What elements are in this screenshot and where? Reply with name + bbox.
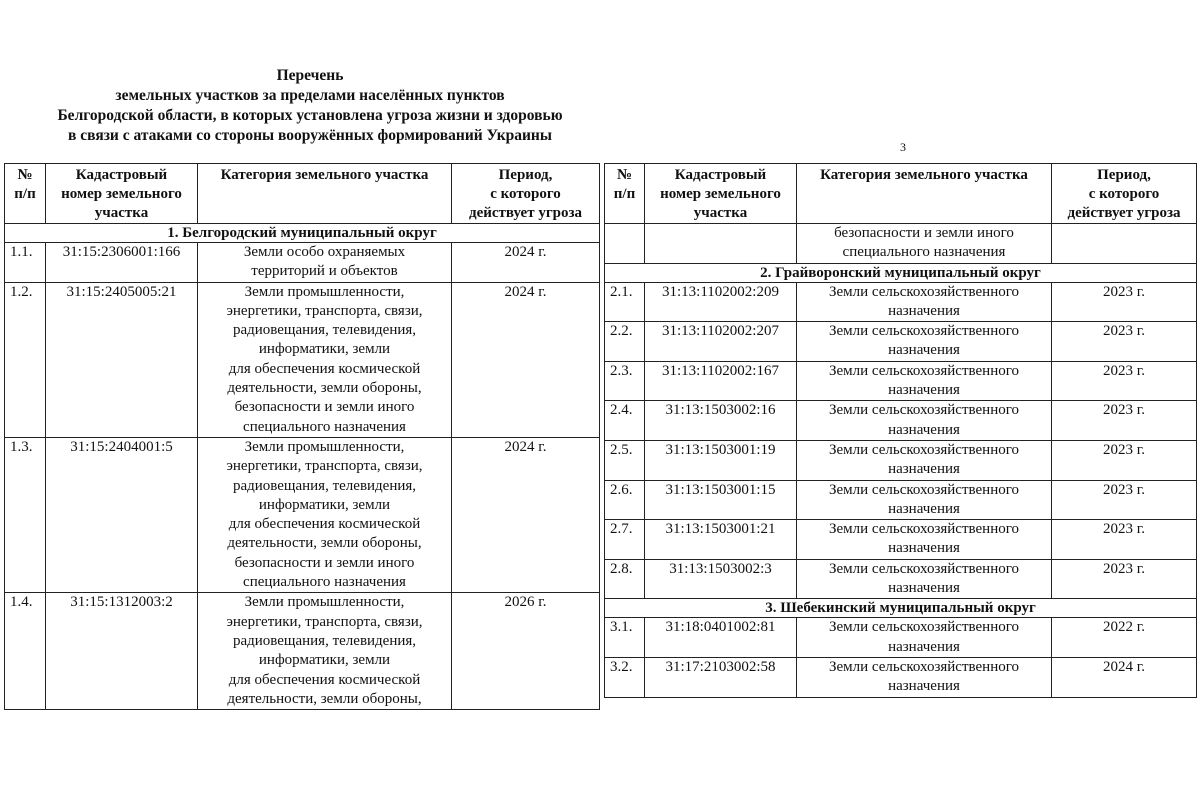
cell-text-line: участка bbox=[693, 205, 748, 221]
threat-period: 2023 г. bbox=[1052, 361, 1197, 401]
cell-text-line: радиовещания, телевидения, bbox=[232, 477, 417, 494]
land-category bbox=[797, 559, 1052, 599]
cell-text-line: Земли сельскохозяйственного bbox=[828, 402, 1020, 419]
cadastral-number: 31:17:2103002:58 bbox=[645, 657, 797, 697]
row-number bbox=[605, 224, 645, 264]
cadastral-number bbox=[645, 224, 797, 264]
cell-text-line: назначения bbox=[888, 500, 960, 517]
title-line: в связи с атаками со стороны вооружённых формирований Украины bbox=[68, 127, 552, 144]
cell-text-line: участка bbox=[94, 205, 149, 221]
cell-text-line: специального назначения bbox=[243, 574, 406, 591]
table-row bbox=[605, 361, 1197, 401]
cadastral-number: 31:13:1503002:3 bbox=[645, 559, 797, 599]
cell-text-line: Земли сельскохозяйственного bbox=[828, 283, 1020, 300]
row-number: 3.2. bbox=[605, 657, 645, 697]
left-land-plots-table bbox=[4, 163, 600, 710]
cell-text-line: радиовещания, телевидения, bbox=[232, 322, 417, 339]
threat-period: 2023 г. bbox=[1052, 480, 1197, 520]
threat-period: 2024 г. bbox=[452, 437, 600, 592]
table-row bbox=[605, 282, 1197, 322]
row-number: 2.4. bbox=[605, 401, 645, 441]
page-number: 3 bbox=[900, 140, 906, 154]
cell-text-line: безопасности и земли иного bbox=[234, 399, 415, 416]
cell-text-line: номер земельного bbox=[61, 186, 182, 202]
section-title: 2. Грайворонский муниципальный округ bbox=[605, 263, 1197, 282]
title-line: земельных участков за пределами населённых пунктов bbox=[115, 87, 505, 104]
table-body bbox=[605, 224, 1197, 698]
threat-period: 2024 г. bbox=[452, 282, 600, 437]
cadastral-number: 31:13:1503002:16 bbox=[645, 401, 797, 441]
cell-text-line: действует угроза bbox=[1067, 205, 1181, 221]
cell-text-line: деятельности, земли обороны, bbox=[227, 690, 422, 707]
cell-text-line: Категория земельного участка bbox=[220, 167, 429, 183]
cell-text-line: назначения bbox=[888, 638, 960, 655]
cell-text-line: Земли сельскохозяйственного bbox=[828, 521, 1020, 538]
table-header bbox=[605, 164, 1197, 224]
header-row bbox=[605, 164, 1197, 224]
title-line: Белгородской области, в которых установлена угроза жизни и здоровью bbox=[57, 107, 563, 124]
cell-text-line: для обеспечения космической bbox=[228, 671, 421, 688]
table-row bbox=[5, 282, 600, 437]
cell-text-line: информатики, земли bbox=[258, 341, 391, 358]
table-row bbox=[605, 401, 1197, 441]
cell-text-line: Земли сельскохозяйственного bbox=[828, 323, 1020, 340]
threat-period: 2023 г. bbox=[1052, 401, 1197, 441]
cell-text-line: назначения bbox=[888, 342, 960, 359]
cell-text-line: действует угроза bbox=[469, 205, 582, 221]
row-number: 1.2. bbox=[5, 282, 46, 437]
cadastral-number: 31:13:1503001:19 bbox=[645, 440, 797, 480]
cell-text-line: Категория земельного участка bbox=[820, 167, 1028, 183]
table-row bbox=[605, 322, 1197, 362]
section-row bbox=[605, 599, 1197, 618]
row-number: 2.3. bbox=[605, 361, 645, 401]
cell-text-line: номер земельного bbox=[660, 186, 781, 202]
table-header bbox=[5, 164, 600, 224]
cell-text-line: информатики, земли bbox=[258, 652, 391, 669]
title-line: Перечень bbox=[276, 67, 344, 84]
threat-period: 2023 г. bbox=[1052, 322, 1197, 362]
cadastral-number: 31:13:1102002:209 bbox=[645, 282, 797, 322]
cell-text-line: Земли промышленности, bbox=[244, 594, 405, 611]
cell-text-line: деятельности, земли обороны, bbox=[227, 380, 422, 397]
cell-text-line: Земли сельскохозяйственного bbox=[828, 560, 1020, 577]
threat-period: 2023 г. bbox=[1052, 520, 1197, 560]
land-category bbox=[797, 322, 1052, 362]
cell-text-line: назначения bbox=[888, 540, 960, 557]
cell-text-line: № bbox=[17, 167, 33, 183]
threat-period bbox=[1052, 224, 1197, 264]
cell-text-line: энергетики, транспорта, связи, bbox=[226, 302, 423, 319]
table-row bbox=[605, 480, 1197, 520]
cadastral-number: 31:15:2306001:166 bbox=[46, 243, 198, 283]
table-row bbox=[5, 593, 600, 710]
threat-period: 2024 г. bbox=[452, 243, 600, 283]
table-row bbox=[605, 657, 1197, 697]
cell-text-line: специального назначения bbox=[842, 244, 1006, 261]
threat-period: 2022 г. bbox=[1052, 618, 1197, 658]
threat-period: 2024 г. bbox=[1052, 657, 1197, 697]
land-category bbox=[797, 520, 1052, 560]
cell-text-line: назначения bbox=[888, 678, 960, 695]
cell-text-line: Земли сельскохозяйственного bbox=[828, 481, 1020, 498]
cell-text-line: п/п bbox=[613, 186, 636, 202]
section-row bbox=[5, 224, 600, 243]
table-row bbox=[605, 224, 1197, 264]
land-category bbox=[797, 224, 1052, 264]
cell-text-line: Земли сельскохозяйственного bbox=[828, 658, 1020, 675]
table-row bbox=[5, 437, 600, 592]
row-number: 2.1. bbox=[605, 282, 645, 322]
header-period bbox=[452, 164, 600, 224]
threat-period: 2023 г. bbox=[1052, 282, 1197, 322]
cell-text-line: Земли сельскохозяйственного bbox=[828, 619, 1020, 636]
table-row bbox=[605, 618, 1197, 658]
section-row bbox=[605, 263, 1197, 282]
cadastral-number: 31:13:1503001:21 bbox=[645, 520, 797, 560]
table-row bbox=[605, 559, 1197, 599]
cell-text-line: Земли промышленности, bbox=[244, 438, 405, 455]
land-category bbox=[797, 480, 1052, 520]
cell-text-line: радиовещания, телевидения, bbox=[232, 632, 417, 649]
cell-text-line: безопасности и земли иного bbox=[834, 225, 1014, 241]
cadastral-number: 31:15:2405005:21 bbox=[46, 282, 198, 437]
row-number: 1.4. bbox=[5, 593, 46, 710]
header-cadastral-number bbox=[645, 164, 797, 224]
table-row bbox=[605, 520, 1197, 560]
header-number bbox=[605, 164, 645, 224]
cell-text-line: территорий и объектов bbox=[251, 263, 398, 280]
cell-text-line: п/п bbox=[14, 186, 36, 202]
threat-period: 2026 г. bbox=[452, 593, 600, 710]
land-category bbox=[797, 401, 1052, 441]
right-land-plots-table bbox=[604, 163, 1197, 698]
cadastral-number: 31:13:1102002:167 bbox=[645, 361, 797, 401]
cell-text-line: для обеспечения космической bbox=[228, 360, 421, 377]
cell-text-line: информатики, земли bbox=[258, 496, 391, 513]
row-number: 2.8. bbox=[605, 559, 645, 599]
row-number: 2.6. bbox=[605, 480, 645, 520]
header-number bbox=[5, 164, 46, 224]
cadastral-number: 31:18:0401002:81 bbox=[645, 618, 797, 658]
section-title: 3. Шебекинский муниципальный округ bbox=[605, 599, 1197, 618]
cell-text-line: Период, bbox=[498, 167, 553, 183]
cell-text-line: Земли промышленности, bbox=[244, 283, 405, 300]
row-number: 2.2. bbox=[605, 322, 645, 362]
header-period bbox=[1052, 164, 1197, 224]
cell-text-line: Земли сельскохозяйственного bbox=[828, 441, 1020, 458]
cell-text-line: Земли сельскохозяйственного bbox=[828, 362, 1020, 379]
land-category bbox=[198, 437, 452, 592]
cell-text-line: назначения bbox=[888, 580, 960, 597]
cell-text-line: деятельности, земли обороны, bbox=[227, 535, 422, 552]
header-cadastral-number bbox=[46, 164, 198, 224]
cell-text-line: энергетики, транспорта, связи, bbox=[226, 458, 423, 475]
land-category bbox=[797, 618, 1052, 658]
land-category bbox=[797, 361, 1052, 401]
cadastral-number: 31:13:1102002:207 bbox=[645, 322, 797, 362]
cell-text-line: назначения bbox=[888, 302, 960, 319]
cell-text-line: назначения bbox=[888, 421, 960, 438]
threat-period: 2023 г. bbox=[1052, 440, 1197, 480]
land-category bbox=[797, 282, 1052, 322]
cell-text-line: № bbox=[616, 167, 633, 183]
row-number: 1.3. bbox=[5, 437, 46, 592]
cell-text-line: безопасности и земли иного bbox=[234, 554, 415, 571]
document-title bbox=[10, 66, 610, 146]
land-category bbox=[198, 282, 452, 437]
land-category bbox=[797, 657, 1052, 697]
cell-text-line: Кадастровый bbox=[674, 167, 767, 183]
row-number: 2.7. bbox=[605, 520, 645, 560]
cell-text-line: для обеспечения космической bbox=[228, 516, 421, 533]
cell-text-line: специального назначения bbox=[243, 418, 406, 435]
row-number: 1.1. bbox=[5, 243, 46, 283]
cadastral-number: 31:13:1503001:15 bbox=[645, 480, 797, 520]
header-category bbox=[198, 164, 452, 224]
cell-text-line: Земли особо охраняемых bbox=[243, 244, 406, 260]
cadastral-number: 31:15:2404001:5 bbox=[46, 437, 198, 592]
cell-text-line: Период, bbox=[1097, 167, 1151, 183]
header-category bbox=[797, 164, 1052, 224]
header-row bbox=[5, 164, 600, 224]
land-category bbox=[198, 593, 452, 710]
table-body bbox=[5, 224, 600, 710]
row-number: 3.1. bbox=[605, 618, 645, 658]
land-category bbox=[198, 243, 452, 283]
table-row bbox=[605, 440, 1197, 480]
table-row bbox=[5, 243, 600, 283]
cell-text-line: Кадастровый bbox=[75, 167, 168, 183]
section-title: 1. Белгородский муниципальный округ bbox=[5, 224, 600, 243]
cadastral-number: 31:15:1312003:2 bbox=[46, 593, 198, 710]
row-number: 2.5. bbox=[605, 440, 645, 480]
cell-text-line: с которого bbox=[490, 186, 561, 202]
cell-text-line: энергетики, транспорта, связи, bbox=[226, 613, 423, 630]
threat-period: 2023 г. bbox=[1052, 559, 1197, 599]
cell-text-line: с которого bbox=[1088, 186, 1160, 202]
land-category bbox=[797, 440, 1052, 480]
cell-text-line: назначения bbox=[888, 382, 960, 399]
cell-text-line: назначения bbox=[888, 461, 960, 478]
